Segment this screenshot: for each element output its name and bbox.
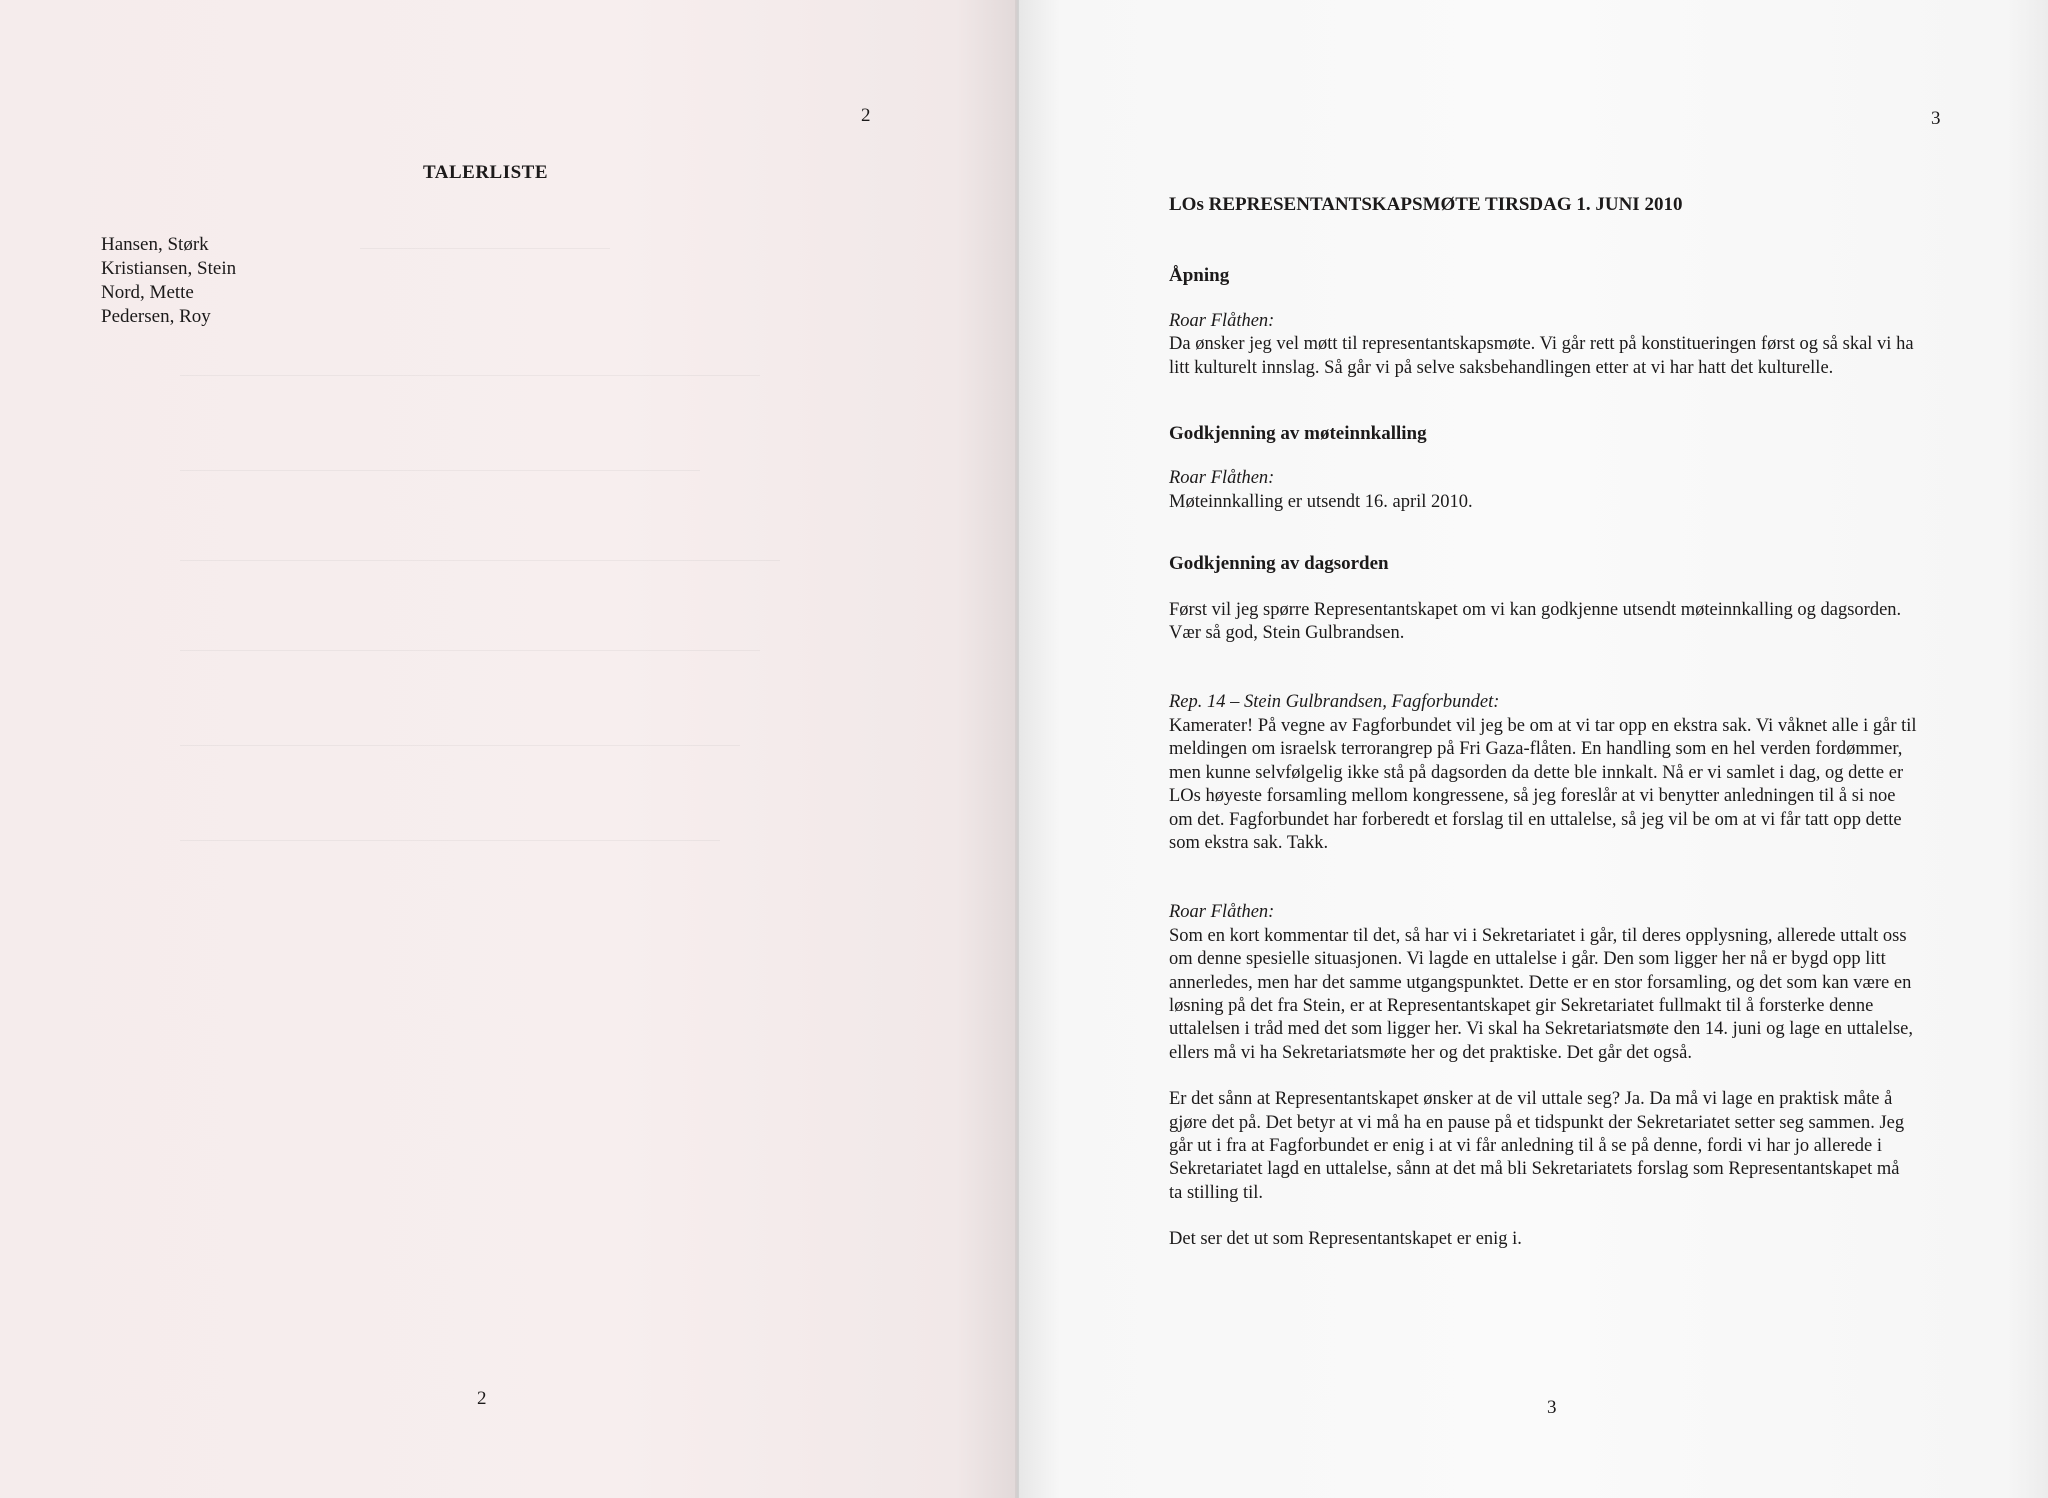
speech-paragraph: Møteinnkalling er utsendt 16. april 2010. [1169,491,1473,512]
speech-paragraph: Først vil jeg spørre Representantskapet om vi kan godkjenne utsendt møteinnkalling og dagsorden. Vær så god, Stein Gulbrandsen. [1169,599,1902,644]
speech-paragraph: Det ser det ut som Representantskapet er enig i. [1169,1229,1522,1250]
speech-paragraph: Som en kort kommentar til det, så har vi i Sekretariatet i går, til deres opplysning, allerede uttalt oss om denne spesielle situasjonen. Vi lagde en uttalelse i går. Den som ligger her nå er bygd opp litt annerledes, men har det samme utgangspunktet. Dette er en stor forsamling, og det som kan være en løsning på det fra Stein, er at Representantskapet gir Sekretariatet fullmakt til å forsterke denne uttalelsen i tråd med det som ligger her. Vi skal ha Sekretariatsmøte den 14. juni og lage en uttalelse, ellers må vi ha Sekretariatsmøte her og det praktiske. Det går det også. [1169,925,1914,1063]
page-number-top-right: 3 [1931,108,1941,129]
page-number-bottom-right: 3 [1547,1397,1557,1418]
section-heading-moteinnkalling: Godkjenning av møteinnkalling [1169,423,1427,445]
speaker-name: Roar Flåthen: [1169,902,1275,923]
speaker-name: Roar Flåthen: [1169,310,1275,331]
speaker-list-item: Hansen, Størk [101,234,209,255]
speaker-list-item: Nord, Mette [101,282,194,303]
page-title-talerliste: TALERLISTE [423,162,549,183]
speech-paragraph: Kamerater! På vegne av Fagforbundet vil jeg be om at vi tar opp en ekstra sak. Vi våknet alle i går til meldingen om israelsk terrorangrep på Fri Gaza-flåten. En handling som en hel verden fordømmer, men kunne selvfølgelig ikke stå på dagsorden da dette ble innkalt. Nå er vi samlet i dag, og dette er LOs høyeste forsamling mellom kongressene, så jeg foreslår at vi benytter anledningen til å si noe om det. Fagforbundet har forberedt et forslag til en uttalelse, så jeg vil be om at vi får tatt opp dette som ekstra sak. Takk. [1169,715,1917,853]
section-heading-apning: Åpning [1169,265,1230,287]
speaker-list [101,233,236,329]
page-number-bottom-left: 2 [477,1388,487,1409]
speaker-name: Roar Flåthen: [1169,468,1275,489]
right-page [1019,0,2048,1498]
speech-paragraph: Er det sånn at Representantskapet ønsker at de vil uttale seg? Ja. Da må vi lage en praktisk måte å gjøre det på. Det betyr at vi må ha en pause på et tidspunkt der Sekretariatet setter seg sammen. Jeg går ut i fra at Fagforbundet er enig i at vi får anledning til å se på denne, fordi vi har jo allerede i Sekretariatet lagd en uttalelse, sånn at det må bli Sekretariatets forslag som Representantskapet må ta stilling til. [1169,1089,1905,1203]
section-heading-dagsorden: Godkjenning av dagsorden [1169,553,1389,575]
speaker-list-item: Kristiansen, Stein [101,258,237,279]
document-title: LOs REPRESENTANTSKAPSMØTE TIRSDAG 1. JUNI 2010 [1169,194,1683,215]
left-page [0,0,1017,1498]
page-number-top-left: 2 [861,105,871,126]
speaker-list-item: Pedersen, Roy [101,306,211,327]
speaker-name: Rep. 14 – Stein Gulbrandsen, Fagforbundet: [1169,692,1500,713]
meeting-minutes [1169,193,1917,1252]
speech-paragraph: Da ønsker jeg vel møtt til representantskapsmøte. Vi går rett på konstitueringen først og så skal vi ha litt kulturelt innslag. Så går vi på selve saksbehandlingen etter at vi har hatt det kulturelle. [1169,334,1914,378]
